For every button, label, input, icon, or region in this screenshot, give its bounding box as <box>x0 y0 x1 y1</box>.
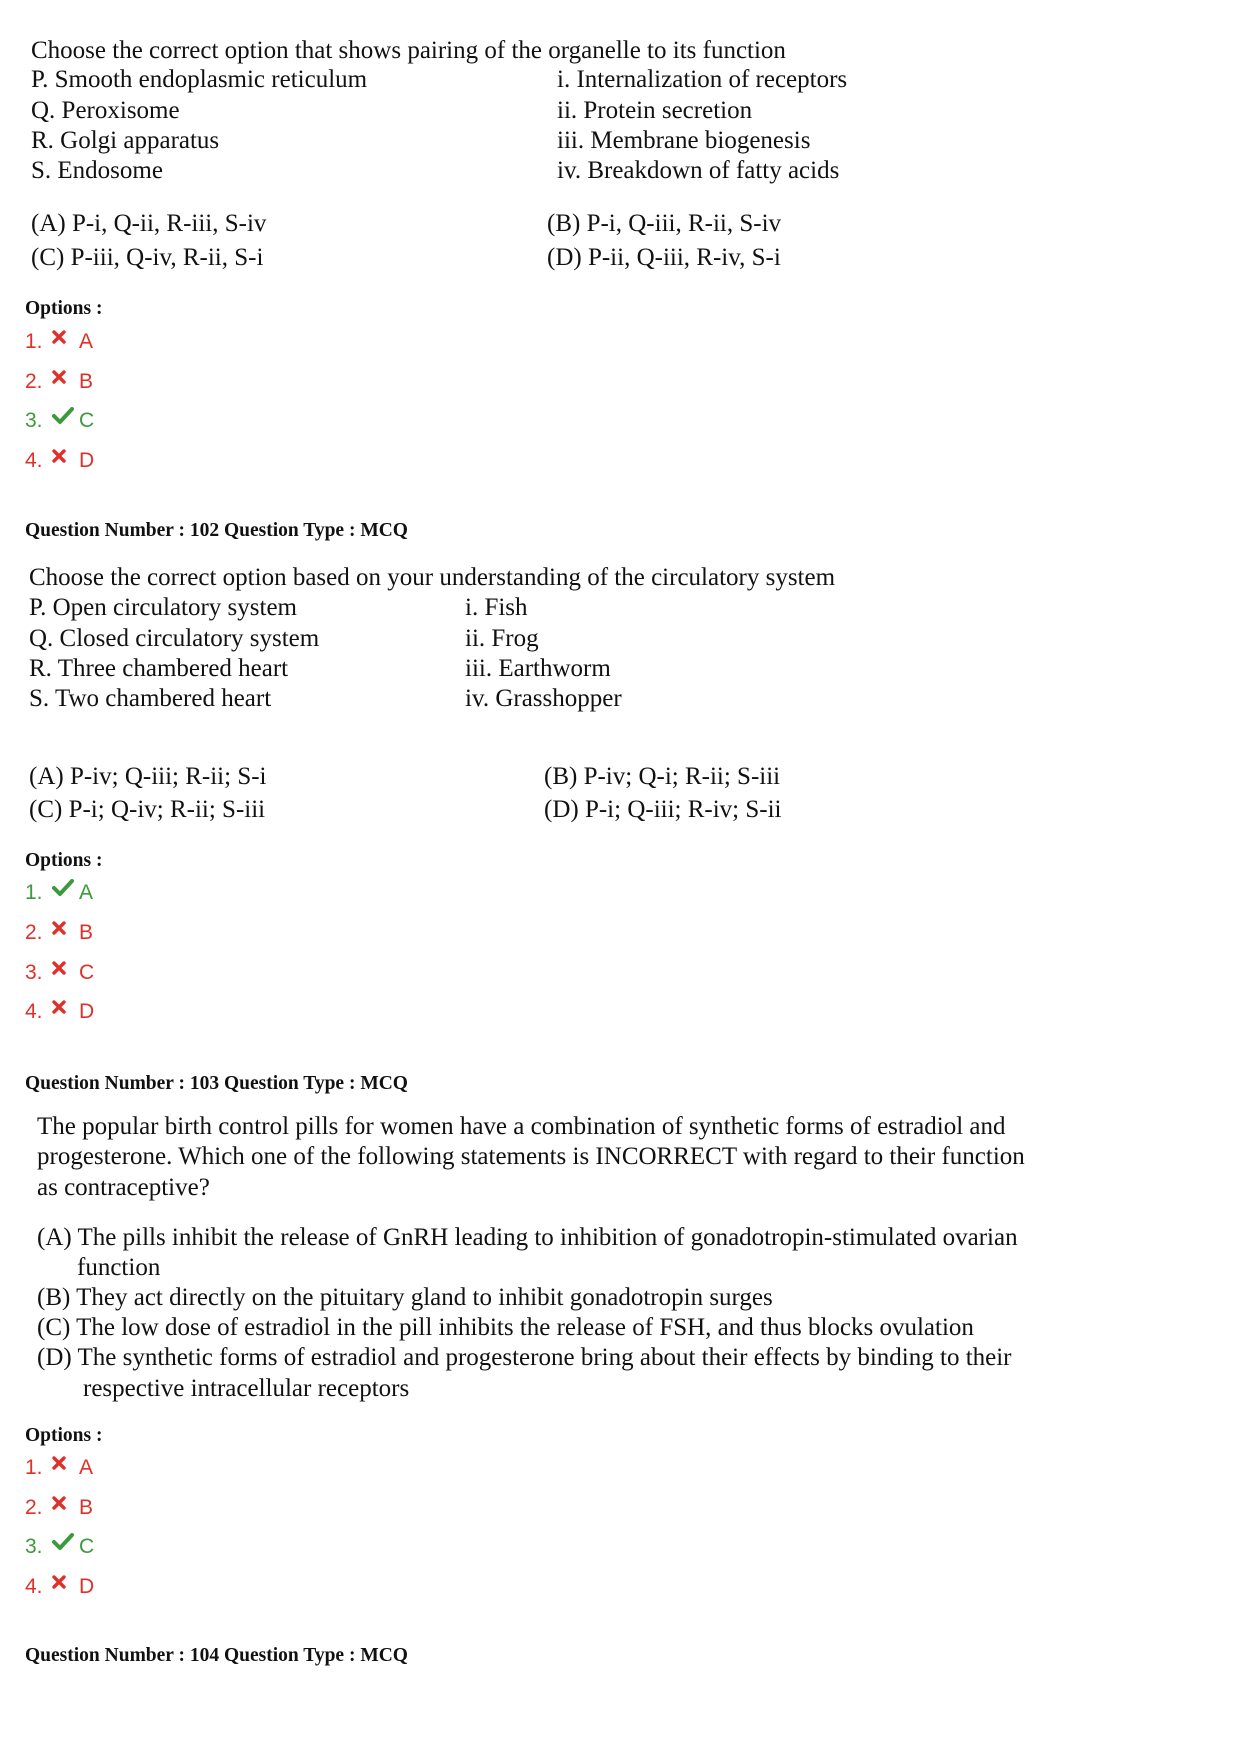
option-number: 1. <box>25 1456 43 1479</box>
cross-icon <box>52 1496 79 1510</box>
option-item <box>25 961 94 985</box>
answer-choice: (D) P-i; Q-iii; R-iv; S-ii <box>544 796 782 823</box>
option-letter: D <box>79 1000 95 1023</box>
answer-choice: (A) P-iv; Q-iii; R-ii; S-i <box>29 763 267 790</box>
cross-icon <box>52 1000 79 1014</box>
match-left-item: R. Golgi apparatus <box>31 127 220 154</box>
option-letter: C <box>79 409 95 432</box>
match-right-item: i. Internalization of receptors <box>557 66 848 93</box>
check-icon <box>52 407 79 425</box>
answer-choice: (B) P-iv; Q-i; R-ii; S-iii <box>544 763 781 790</box>
option-number: 4. <box>25 449 43 472</box>
option-number: 4. <box>25 1575 43 1598</box>
option-letter: C <box>79 961 95 984</box>
option-number: 3. <box>25 1535 43 1558</box>
option-number: 1. <box>25 881 43 904</box>
answer-choice: (B) P-i, Q-iii, R-ii, S-iv <box>547 210 782 237</box>
question-header: Question Number : 104 Question Type : MCQ <box>25 1645 408 1666</box>
option-item <box>25 449 94 473</box>
question-stem: as contraceptive? <box>37 1174 210 1201</box>
match-right-item: ii. Frog <box>465 625 539 652</box>
option-number: 2. <box>25 1496 43 1519</box>
question-header: Question Number : 102 Question Type : MCQ <box>25 520 408 541</box>
cross-icon <box>52 921 79 935</box>
cross-icon <box>52 961 79 975</box>
question-stem: Choose the correct option based on your understanding of the circulatory system <box>29 564 836 591</box>
option-item <box>25 1535 94 1559</box>
question-stem: The popular birth control pills for women have a combination of synthetic forms of estradiol and <box>37 1113 1006 1140</box>
option-item <box>25 881 93 905</box>
option-letter: A <box>79 1456 94 1479</box>
answer-choice-cont: respective intracellular receptors <box>83 1375 410 1402</box>
match-right-item: i. Fish <box>465 594 528 621</box>
match-right-item: iii. Earthworm <box>465 655 611 682</box>
answer-choice: (C) P-iii, Q-iv, R-ii, S-i <box>31 244 264 271</box>
cross-icon <box>52 1456 79 1470</box>
answer-choice: (B) They act directly on the pituitary gland to inhibit gonadotropin surges <box>37 1284 773 1311</box>
cross-icon <box>52 449 79 463</box>
option-letter: A <box>79 881 94 904</box>
option-letter: A <box>79 330 94 353</box>
check-icon <box>52 1533 79 1551</box>
match-left-item: Q. Peroxisome <box>31 97 180 124</box>
answer-choice: (A) The pills inhibit the release of GnRH leading to inhibition of gonadotropin-stimulated ovarian <box>37 1224 1018 1251</box>
answer-choice: (A) P-i, Q-ii, R-iii, S-iv <box>31 210 267 237</box>
match-left-item: P. Smooth endoplasmic reticulum <box>31 66 368 93</box>
match-left-item: R. Three chambered heart <box>29 655 289 682</box>
option-item <box>25 1575 94 1599</box>
option-item <box>25 1496 93 1520</box>
match-left-item: S. Endosome <box>31 157 163 184</box>
answer-choice: (D) P-ii, Q-iii, R-iv, S-i <box>547 244 781 271</box>
option-item <box>25 330 93 354</box>
match-right-item: ii. Protein secretion <box>557 97 753 124</box>
option-number: 2. <box>25 921 43 944</box>
match-right-item: iv. Grasshopper <box>465 685 622 712</box>
option-number: 1. <box>25 330 43 353</box>
option-number: 3. <box>25 961 43 984</box>
question-stem: progesterone. Which one of the following statements is INCORRECT with regard to their function <box>37 1143 1025 1170</box>
option-item <box>25 921 93 945</box>
cross-icon <box>52 370 79 384</box>
option-item <box>25 1000 94 1024</box>
question-header: Question Number : 103 Question Type : MCQ <box>25 1073 408 1094</box>
option-item <box>25 1456 93 1480</box>
option-letter: B <box>79 1496 94 1519</box>
option-number: 4. <box>25 1000 43 1023</box>
answer-choice: (D) The synthetic forms of estradiol and progesterone bring about their effects by binding to their <box>37 1344 1012 1371</box>
answer-choice: (C) The low dose of estradiol in the pill inhibits the release of FSH, and thus blocks ovulation <box>37 1314 974 1341</box>
check-icon <box>52 879 79 897</box>
options-label: Options : <box>25 850 103 871</box>
option-letter: D <box>79 1575 95 1598</box>
option-item <box>25 409 94 433</box>
options-label: Options : <box>25 298 103 319</box>
option-number: 3. <box>25 409 43 432</box>
cross-icon <box>52 1575 79 1589</box>
option-letter: B <box>79 370 94 393</box>
options-label: Options : <box>25 1425 103 1446</box>
question-stem: Choose the correct option that shows pairing of the organelle to its function <box>31 37 786 64</box>
answer-choice-cont: function <box>77 1254 161 1281</box>
cross-icon <box>52 330 79 344</box>
match-left-item: P. Open circulatory system <box>29 594 298 621</box>
match-right-item: iii. Membrane biogenesis <box>557 127 811 154</box>
match-left-item: S. Two chambered heart <box>29 685 272 712</box>
option-item <box>25 370 93 394</box>
option-letter: C <box>79 1535 95 1558</box>
option-letter: D <box>79 449 95 472</box>
option-letter: B <box>79 921 94 944</box>
option-number: 2. <box>25 370 43 393</box>
match-left-item: Q. Closed circulatory system <box>29 625 320 652</box>
answer-choice: (C) P-i; Q-iv; R-ii; S-iii <box>29 796 266 823</box>
match-right-item: iv. Breakdown of fatty acids <box>557 157 840 184</box>
